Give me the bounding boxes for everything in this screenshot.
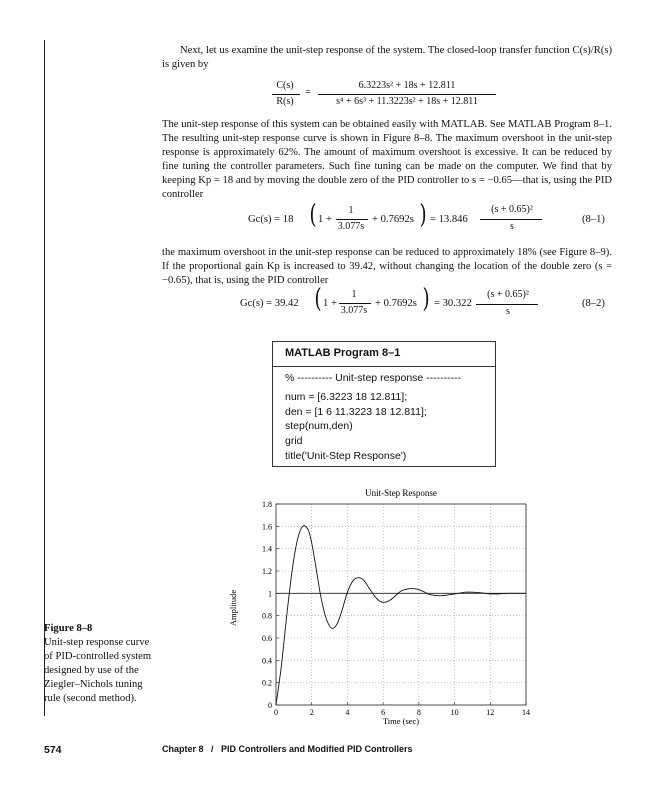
tf-lhs-bar (272, 94, 300, 95)
margin-rule (44, 40, 45, 716)
eq2-equals: = 30.322 (434, 298, 472, 309)
matlab-program-title: MATLAB Program 8–1 (273, 342, 495, 367)
eq2-inner-tail: + 0.7692s (375, 298, 417, 309)
unit-step-response-chart (220, 484, 540, 730)
eq2-rhs-bar (476, 304, 538, 305)
y-tick-label: 1.6 (262, 522, 272, 532)
eq2-one: 1 + (323, 298, 337, 309)
eq1-rhs-bar (480, 219, 542, 220)
eq2-rhs-den: s (506, 306, 510, 317)
matlab-code (273, 367, 495, 468)
figure-caption-text: Unit-step response curve of PID-controlled system designed by use of the Ziegler–Nichols tuning rule (second method). (44, 637, 152, 704)
body-paragraph-3: the maximum overshoot in the unit-step response can be reduced to approximately 18% (see Figure 8–9). If the proportional gain Kp is increased to 39.42, without changing the location of the double zero (s = −0.65), that is, using the PID controller (162, 247, 612, 286)
eq2-right-paren: ) (422, 284, 430, 314)
y-tick-label: 1.4 (262, 544, 272, 554)
eq1-inner-tail: + 0.7692s (372, 214, 414, 225)
x-tick-label: 14 (522, 708, 530, 717)
eq1-right-paren: ) (419, 200, 427, 230)
code-line: title('Unit-Step Response') (285, 449, 407, 462)
figure-caption (44, 622, 154, 706)
x-tick-label: 12 (486, 708, 495, 717)
eq1-frac-den: 3.077s (337, 221, 365, 232)
tf-equals: = (305, 87, 311, 98)
code-line: num = [6.3223 18 12.811]; (285, 390, 408, 403)
page-number: 574 (44, 744, 62, 756)
eq2-frac-num: 1 (351, 289, 357, 300)
y-tick-label: 0.6 (262, 634, 272, 643)
eq1-rhs-den: s (510, 221, 514, 232)
y-tick-label: 0.4 (262, 656, 272, 666)
tf-lhs-num: C(s) (276, 80, 294, 91)
eq2-left-paren: ( (314, 284, 322, 314)
eq2-frac-den: 3.077s (340, 305, 368, 316)
tf-lhs-den: R(s) (276, 96, 294, 107)
y-tick-label: 0.8 (262, 611, 272, 621)
chart-xlabel: Time (sec) (382, 716, 420, 726)
eq1-one: 1 + (318, 214, 332, 225)
chart-title: Unit-Step Response (365, 488, 437, 498)
code-line: step(num,den) (285, 420, 353, 433)
tf-rhs-den: s⁴ + 6s³ + 11.3223s² + 18s + 12.811 (336, 96, 478, 107)
y-tick-label: 0.2 (262, 678, 272, 688)
chart-ylabel: Amplitude (228, 589, 238, 627)
eq2-number: (8–2) (582, 298, 605, 309)
x-tick-label: 4 (345, 708, 350, 717)
eq2-lhs: Gc(s) = 39.42 (240, 298, 299, 309)
y-tick-label: 1.2 (262, 567, 272, 576)
y-tick-label: 0 (268, 701, 272, 710)
chart-ticks (262, 500, 530, 717)
plot-frame (276, 504, 526, 705)
chart-series (276, 526, 526, 705)
eq1-rhs-num: (s + 0.65)² (491, 204, 533, 215)
eq1-left-paren: ( (309, 200, 317, 230)
eq1-frac-bar (336, 219, 368, 220)
intro-paragraph: Next, let us examine the unit-step response of the system. The closed-loop transfer function C(s)/R(s) is given by (162, 45, 612, 70)
chart-grid (276, 504, 526, 705)
chapter-footer: Chapter 8 / PID Controllers and Modified PID Controllers (162, 744, 413, 754)
eq2-frac-bar (339, 303, 371, 304)
eq2-rhs-num: (s + 0.65)² (487, 289, 529, 300)
code-line: den = [1 6 11.3223 18 12.811]; (285, 405, 427, 418)
x-tick-label: 0 (274, 708, 278, 717)
eq1-equals: = 13.846 (430, 214, 468, 225)
body-paragraph-2: The unit-step response of this system can be obtained easily with MATLAB. See MATLAB Program 8–1. The resulting unit-step response curve is shown in Figure 8–8. The maximum overshoot in the unit-step response is approximately 62%. The amount of maximum overshoot is excessive. It can be reduced by fine tuning the controller parameters. Such fine tuning can be made on the computer. We find that by keeping Kp = 18 and by moving the double zero of the PID controller to s = −0.65—that is, using the PID controller (162, 119, 612, 200)
code-line: % ---------- Unit-step response ---------- (285, 372, 462, 384)
matlab-program-box (272, 341, 496, 467)
tf-rhs-num: 6.3223s² + 18s + 12.811 (358, 80, 456, 91)
code-line: grid (285, 435, 303, 448)
x-tick-label: 6 (381, 708, 386, 717)
series-line (276, 526, 526, 705)
tf-rhs-bar (318, 94, 496, 95)
eq1-number: (8–1) (582, 214, 605, 225)
x-tick-label: 2 (309, 708, 314, 717)
eq1-frac-num: 1 (348, 205, 354, 216)
figure-label: Figure 8–8 (44, 623, 93, 634)
y-tick-label: 1 (268, 589, 272, 599)
x-tick-label: 8 (416, 708, 421, 717)
eq1-lhs: Gc(s) = 18 (248, 214, 294, 225)
y-tick-label: 1.8 (262, 500, 272, 509)
x-tick-label: 10 (450, 708, 459, 717)
